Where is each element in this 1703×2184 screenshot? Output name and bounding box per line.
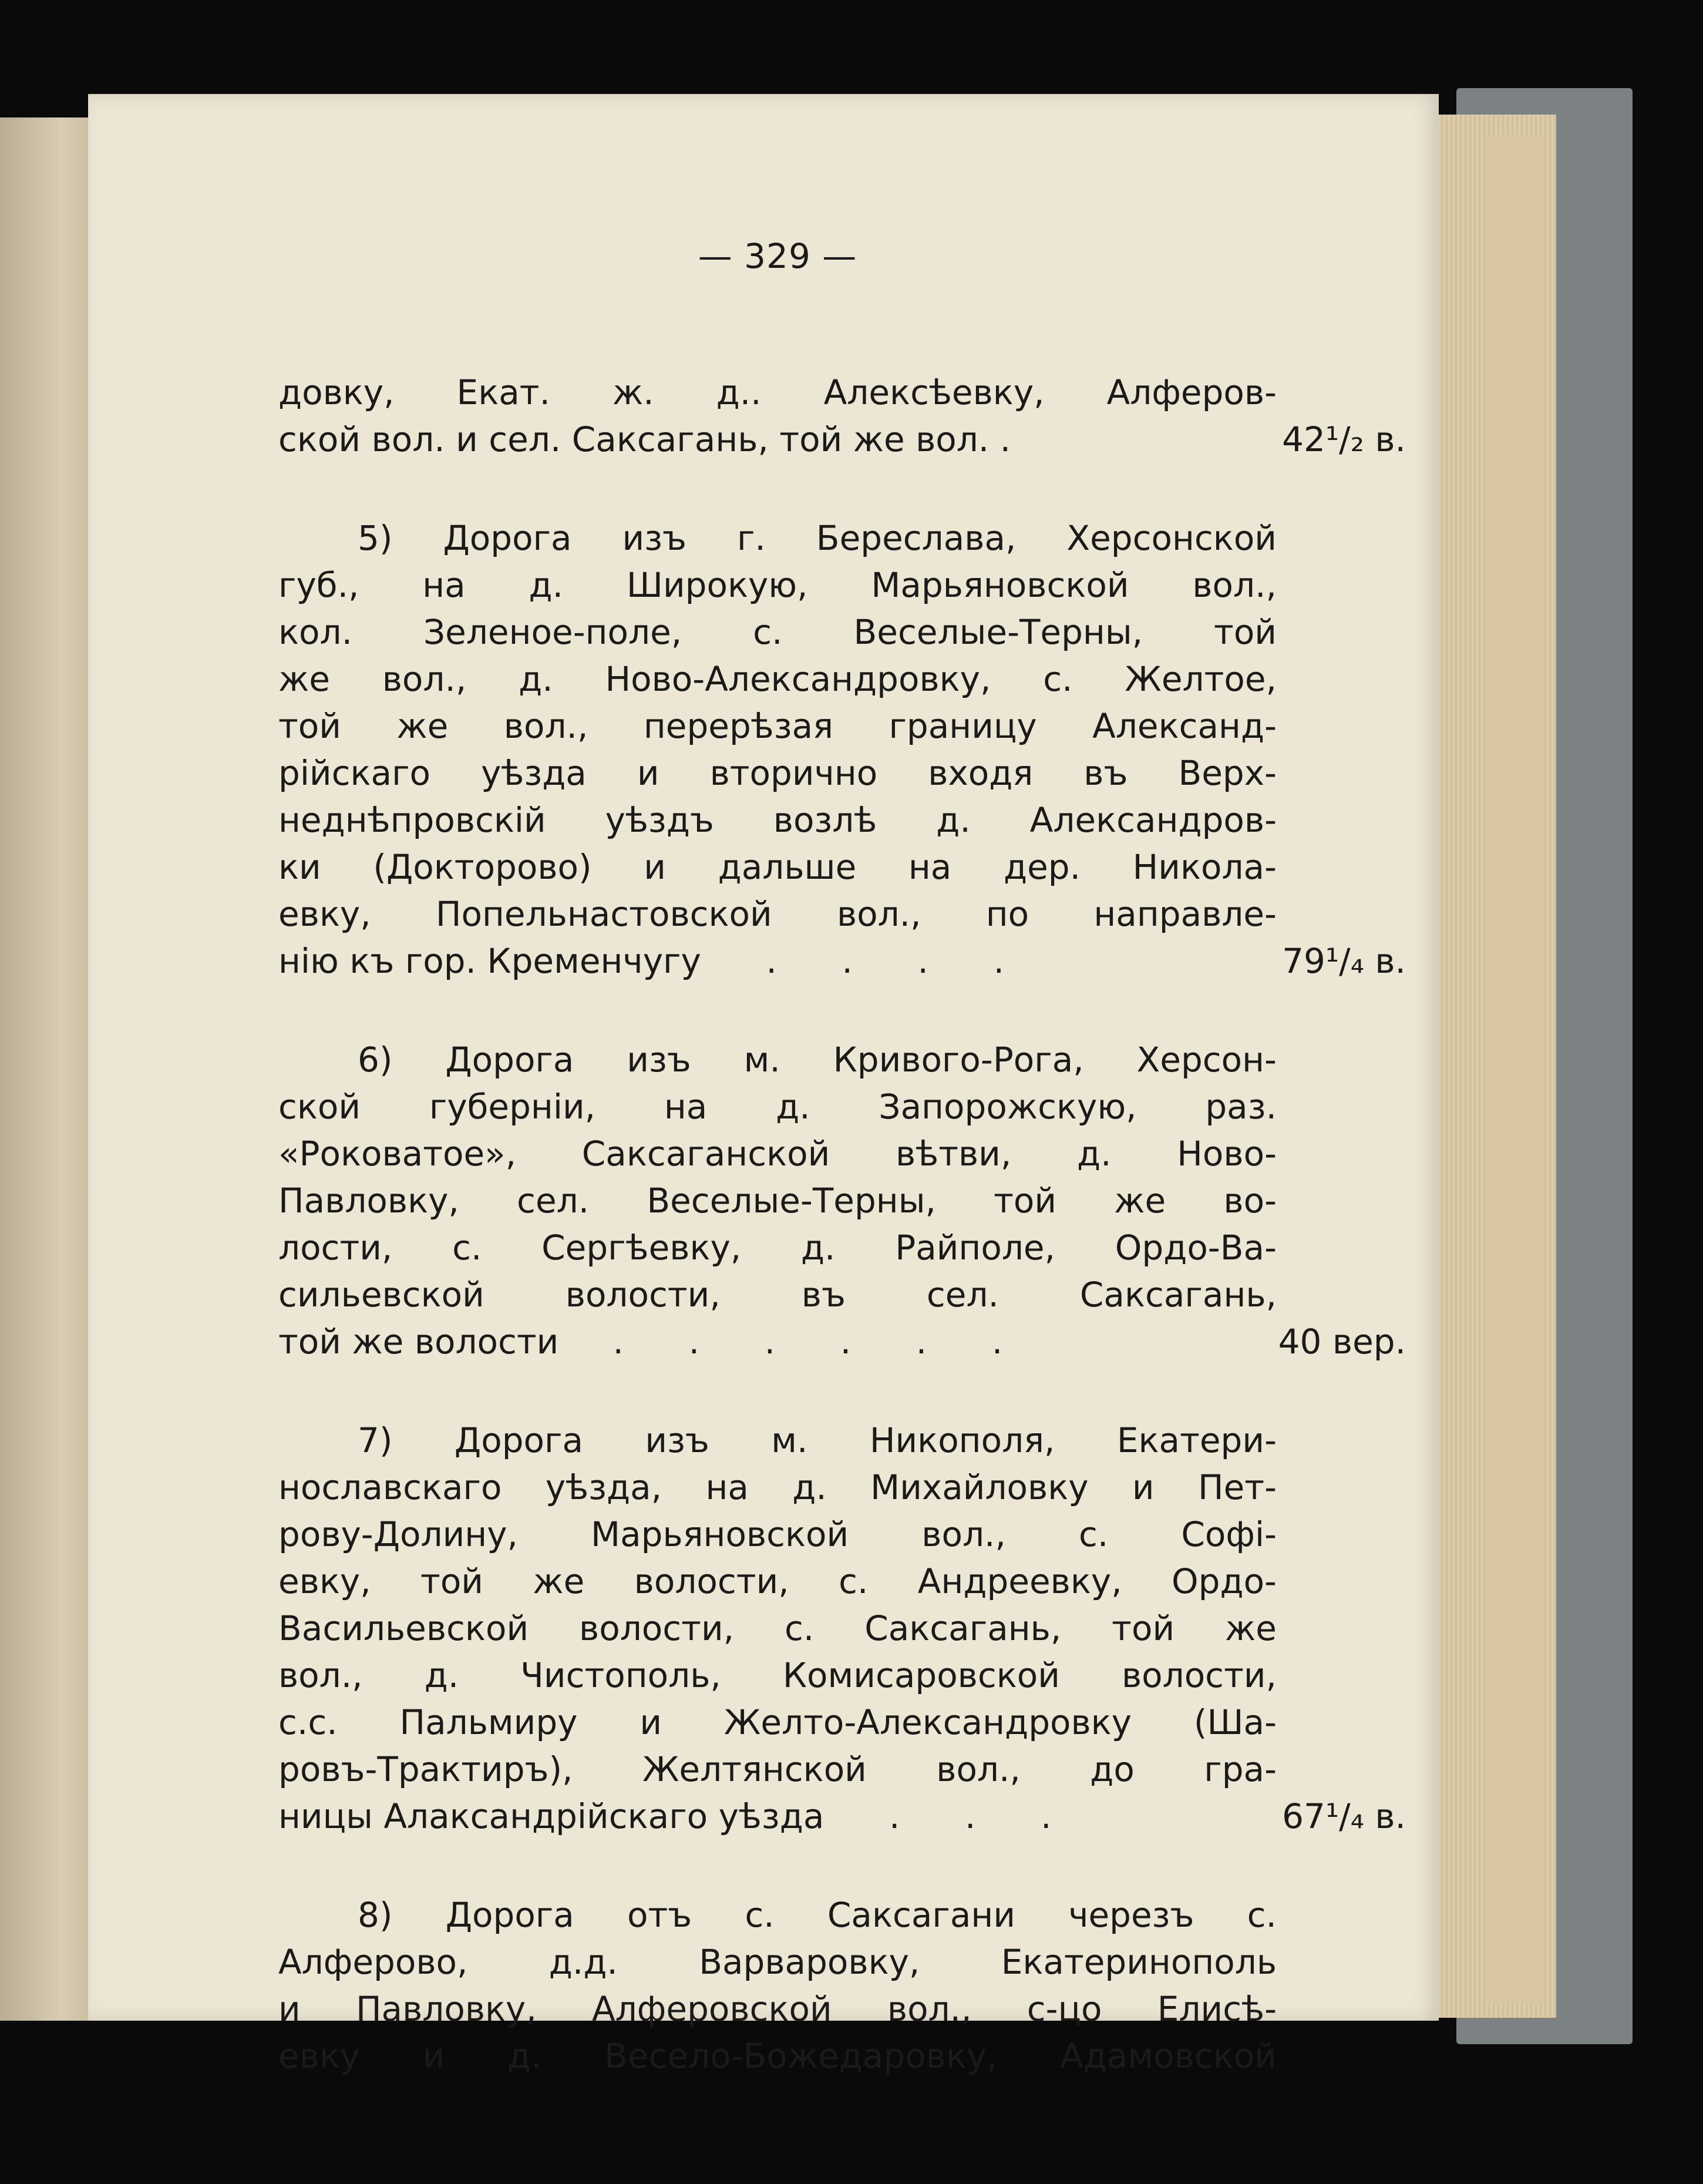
dot-leader: . . . (824, 1796, 1052, 1836)
line-text: кол. Зеленое-поле, с. Веселые-Терны, той (278, 612, 1277, 652)
line-text: 6) Дорога изъ м. Кривого-Рога, Херсон- (358, 1040, 1277, 1080)
text-line (278, 416, 1406, 463)
distance-value: 79¹/₄ в. (1282, 941, 1406, 981)
line-text: нославскаго уѣзда, на д. Михайловку и Пет- (278, 1467, 1277, 1507)
text-line (278, 1746, 1277, 1793)
line-text: 7) Дорога изъ м. Никополя, Екатери- (358, 1420, 1277, 1460)
line-text: ки (Докторово) и дальше на дер. Никола- (278, 847, 1277, 887)
text-line (278, 1224, 1277, 1271)
dot-leader: . . . . . . (558, 1322, 1003, 1362)
text-line (278, 1891, 1277, 1938)
text-line (278, 656, 1277, 703)
line-text: и Павловку, Алферовской вол., с-цо Елисѣ- (278, 1989, 1277, 2029)
line-text: неднѣпровскiй уѣздъ возлѣ д. Александров- (278, 800, 1277, 840)
text-line (278, 1699, 1277, 1746)
line-text: «Роковатое», Саксаганской вѣтви, д. Ново- (278, 1134, 1277, 1174)
line-text: той же волости (278, 1322, 559, 1362)
line-text: евку и д. Весело-Божедаровку, Адамовской (278, 2036, 1277, 2076)
line-text: ровъ-Трактиръ), Желтянской вол., до гра- (278, 1749, 1277, 1789)
page-number: — 329 — (698, 236, 857, 276)
line-text: той же вол., перерѣзая границу Александ- (278, 706, 1277, 746)
line-text: же вол., д. Ново-Александровку, с. Желтое, (278, 659, 1277, 699)
line-text: довку, Екат. ж. д.. Алексѣевку, Алферов- (278, 372, 1277, 412)
text-line (278, 1130, 1277, 1177)
dot-leader: . (989, 419, 1011, 459)
line-text: сильевской волости, въ сел. Саксагань, (278, 1275, 1277, 1315)
text-line (278, 1938, 1277, 1985)
line-text: 8) Дорога отъ с. Саксагани черезъ с. (358, 1895, 1277, 1935)
text-line (278, 1083, 1277, 1130)
text-line (278, 2032, 1277, 2079)
line-text: с.с. Пальмиру и Желто-Александровку (Ша- (278, 1702, 1277, 1742)
text-line (278, 1652, 1277, 1699)
text-line (278, 844, 1277, 891)
distance-value: 42¹/₂ в. (1282, 419, 1406, 459)
distance-value: 40 вер. (1278, 1322, 1406, 1362)
line-text: ской губернiи, на д. Запорожскую, раз. (278, 1087, 1277, 1127)
book-page (88, 94, 1439, 2076)
text-line (278, 1464, 1277, 1511)
line-text: ницы Алаксандрiйскаго уѣзда (278, 1796, 824, 1836)
line-text: вол., д. Чистополь, Комисаровской волости, (278, 1655, 1277, 1695)
line-text: Павловку, сел. Веселые-Терны, той же во- (278, 1181, 1277, 1221)
line-text: рiйскаго уѣзда и вторично входя въ Верх- (278, 753, 1277, 793)
text-line (278, 609, 1277, 656)
text-line (278, 1605, 1277, 1652)
text-line (278, 562, 1277, 609)
text-line (278, 938, 1406, 985)
text-line (278, 1036, 1277, 1083)
text-line (278, 1271, 1277, 1318)
line-text: лости, с. Сергѣевку, д. Райполе, Ордо-Ва- (278, 1228, 1277, 1268)
line-text: ской вол. и сел. Саксагань, той же вол. (278, 419, 990, 459)
text-line (278, 750, 1277, 797)
text-line (278, 1558, 1277, 1605)
line-text: нiю къ гор. Кременчугу (278, 941, 701, 981)
line-text: Васильевской волости, с. Саксагань, той же (278, 1608, 1277, 1648)
text-line (278, 1511, 1277, 1558)
line-text: Алферово, д.д. Варваровку, Екатеринополь (278, 1942, 1277, 1982)
line-text: рову-Долину, Марьяновской вол., с. Софi- (278, 1514, 1277, 1554)
text-line (278, 1318, 1406, 1365)
left-page-edge (0, 117, 88, 2021)
text-line (278, 797, 1277, 844)
text-line (278, 515, 1277, 562)
text-line (278, 1177, 1277, 1224)
text-line (278, 369, 1277, 416)
distance-value: 67¹/₄ в. (1282, 1796, 1406, 1836)
line-text: губ., на д. Широкую, Марьяновской вол., (278, 565, 1277, 605)
line-text: евку, Попельнастовской вол., по направле- (278, 894, 1277, 934)
line-text: 5) Дорога изъ г. Берeслава, Херсонской (358, 518, 1277, 558)
text-line (278, 1793, 1406, 1840)
dot-leader: . . . . (701, 941, 1005, 981)
line-text: евку, той же волости, с. Андреевку, Ордо- (278, 1561, 1277, 1601)
text-line (278, 1985, 1277, 2032)
text-line (278, 703, 1277, 750)
text-line (278, 1417, 1277, 1464)
text-line (278, 891, 1277, 938)
